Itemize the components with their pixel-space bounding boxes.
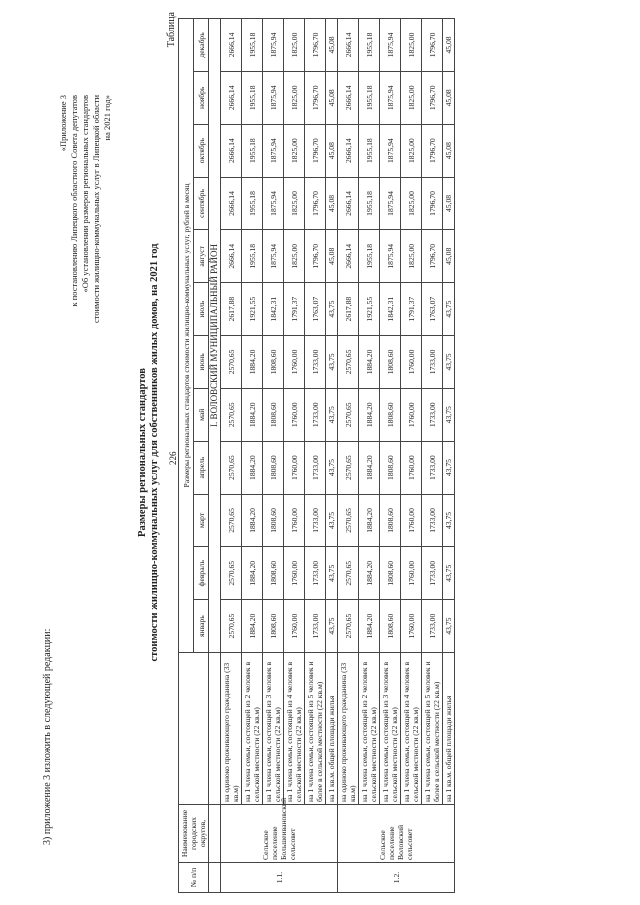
value-cell: 1825,00	[284, 177, 305, 230]
value-cell: 2570,65	[338, 600, 359, 653]
value-cell: 1808,60	[263, 547, 284, 600]
settlement-name: Сельское поселение Воловский сельсовет	[338, 805, 455, 863]
value-cell: 1884,20	[242, 441, 263, 494]
value-cell: 1733,00	[422, 494, 443, 547]
value-cell: 1733,00	[422, 441, 443, 494]
month-header: сентябрь	[194, 177, 209, 230]
annex-line: «Приложение 3	[58, 95, 68, 152]
value-cell: 1791,37	[284, 283, 305, 336]
value-cell: 1955,18	[359, 177, 380, 230]
value-cell: 43,75	[326, 547, 338, 600]
category-cell: на 1 члена семьи, состоящей из 2 человек в сельской местности (22 кв.м)	[242, 653, 263, 805]
value-cell: 2570,65	[338, 441, 359, 494]
value-cell: 1760,00	[401, 336, 422, 389]
value-cell: 2666,14	[338, 177, 359, 230]
value-cell: 2666,14	[221, 71, 242, 124]
value-cell: 1875,94	[263, 177, 284, 230]
value-cell: 1884,20	[242, 336, 263, 389]
category-cell: на одиноко проживающего гражданина (33 кв.м)	[221, 653, 242, 805]
annex-line: на 2021 год»	[102, 95, 112, 141]
value-cell: 1884,20	[359, 600, 380, 653]
table-row	[263, 19, 284, 893]
value-cell: 2617,88	[221, 283, 242, 336]
value-cell: 1884,20	[359, 494, 380, 547]
header-category	[179, 653, 209, 805]
annex-line: стоимости жилищно-коммунальных услуг в Липецкой области	[91, 95, 101, 323]
value-cell: 1796,70	[305, 71, 326, 124]
value-cell: 1733,00	[422, 547, 443, 600]
value-cell: 1733,00	[305, 388, 326, 441]
value-cell: 1875,94	[380, 124, 401, 177]
category-cell: на 1 члена семьи, состоящей из 3 человек в сельской местности (22 кв.м)	[263, 653, 284, 805]
value-cell: 1808,60	[263, 494, 284, 547]
value-cell: 1763,07	[305, 283, 326, 336]
value-cell: 2570,65	[338, 388, 359, 441]
value-cell: 2617,88	[338, 283, 359, 336]
value-cell: 1955,18	[242, 19, 263, 72]
value-cell: 1884,20	[242, 494, 263, 547]
value-cell: 1955,18	[359, 124, 380, 177]
month-header: июль	[194, 283, 209, 336]
value-cell: 1884,20	[359, 441, 380, 494]
value-cell: 45,08	[443, 124, 455, 177]
value-cell: 1796,70	[422, 177, 443, 230]
value-cell: 1875,94	[380, 230, 401, 283]
value-cell: 45,08	[443, 71, 455, 124]
category-cell: на 1 кв.м. общей площади жилья	[443, 653, 455, 805]
table-body	[209, 19, 455, 893]
value-cell: 43,75	[326, 388, 338, 441]
value-cell: 1825,00	[401, 71, 422, 124]
document-title: Размеры региональных стандартов	[137, 368, 148, 537]
value-cell: 1808,60	[380, 388, 401, 441]
value-cell: 45,08	[326, 230, 338, 283]
value-cell: 1733,00	[422, 336, 443, 389]
value-cell: 1884,20	[359, 388, 380, 441]
value-cell: 45,08	[326, 177, 338, 230]
value-cell: 43,75	[443, 441, 455, 494]
value-cell: 43,75	[326, 600, 338, 653]
value-cell: 1955,18	[242, 230, 263, 283]
value-cell: 1796,70	[305, 124, 326, 177]
page-number: 226	[168, 451, 178, 465]
month-header: август	[194, 230, 209, 283]
value-cell: 1884,20	[242, 547, 263, 600]
category-cell: на 1 члена семьи, состоящей из 5 человек и более в сельской местности (22 кв.м)	[305, 653, 326, 805]
row-number: 1.1.	[221, 863, 338, 893]
value-cell: 1760,00	[284, 547, 305, 600]
value-cell: 1808,60	[380, 441, 401, 494]
value-cell: 1825,00	[284, 230, 305, 283]
value-cell: 2666,14	[338, 124, 359, 177]
value-cell: 1760,00	[284, 494, 305, 547]
value-cell: 2570,65	[338, 336, 359, 389]
value-cell: 2570,65	[338, 494, 359, 547]
value-cell: 1808,60	[263, 600, 284, 653]
category-cell: на 1 члена семьи, состоящей из 4 человек в сельской местности (22 кв.м)	[401, 653, 422, 805]
value-cell: 1808,60	[380, 547, 401, 600]
month-header: ноябрь	[194, 71, 209, 124]
value-cell: 1796,70	[305, 230, 326, 283]
value-cell: 1733,00	[422, 600, 443, 653]
value-cell: 2666,14	[338, 230, 359, 283]
value-cell: 1808,60	[380, 336, 401, 389]
value-cell: 2570,65	[338, 547, 359, 600]
value-cell: 1955,18	[242, 124, 263, 177]
value-cell: 1760,00	[284, 600, 305, 653]
value-cell: 43,75	[326, 441, 338, 494]
document-subtitle: стоимости жилищно-коммунальных услуг для собственников жилых домов, на 2021 год	[149, 243, 160, 662]
header-num: № п/п	[179, 863, 209, 893]
section-title: I. ВОЛОВСКИЙ МУНИЦИПАЛЬНЫЙ РАЙОН	[209, 19, 221, 653]
settlement-name: Сельское поселение Большеивановский сельсовет	[221, 805, 338, 863]
value-cell: 1760,00	[284, 441, 305, 494]
value-cell: 1825,00	[401, 177, 422, 230]
value-cell: 1808,60	[263, 441, 284, 494]
value-cell: 2666,14	[338, 71, 359, 124]
value-cell: 2666,14	[221, 124, 242, 177]
category-cell: на 1 члена семьи, состоящей из 4 человек в сельской местности (22 кв.м)	[284, 653, 305, 805]
value-cell: 43,75	[443, 336, 455, 389]
value-cell: 1760,00	[401, 494, 422, 547]
value-cell: 43,75	[443, 547, 455, 600]
value-cell: 1796,70	[422, 19, 443, 72]
value-cell: 1875,94	[263, 71, 284, 124]
row-number: 1.2.	[338, 863, 455, 893]
value-cell: 1733,00	[305, 336, 326, 389]
value-cell: 1825,00	[284, 124, 305, 177]
value-cell: 2666,14	[221, 230, 242, 283]
value-cell: 2570,65	[221, 547, 242, 600]
value-cell: 1791,37	[401, 283, 422, 336]
table-row	[221, 19, 242, 893]
value-cell: 1842,31	[263, 283, 284, 336]
value-cell: 1825,00	[401, 124, 422, 177]
value-cell: 2666,14	[221, 19, 242, 72]
value-cell: 2570,65	[221, 494, 242, 547]
value-cell: 45,08	[443, 19, 455, 72]
table-row	[242, 19, 263, 893]
month-header: декабрь	[194, 19, 209, 72]
value-cell: 1955,18	[359, 230, 380, 283]
month-header: июнь	[194, 336, 209, 389]
value-cell: 43,75	[326, 336, 338, 389]
value-cell: 1760,00	[401, 388, 422, 441]
value-cell: 43,75	[326, 283, 338, 336]
value-cell: 1760,00	[284, 336, 305, 389]
value-cell: 1875,94	[263, 230, 284, 283]
month-header: апрель	[194, 441, 209, 494]
value-cell: 2570,65	[221, 441, 242, 494]
value-cell: 1760,00	[401, 600, 422, 653]
value-cell: 1733,00	[305, 547, 326, 600]
value-cell: 1825,00	[284, 71, 305, 124]
value-cell: 1955,18	[242, 71, 263, 124]
month-header: март	[194, 494, 209, 547]
value-cell: 2666,14	[338, 19, 359, 72]
category-cell: на 1 члена семьи, состоящей из 3 человек в сельской местности (22 кв.м)	[380, 653, 401, 805]
value-cell: 1884,20	[242, 600, 263, 653]
value-cell: 1921,55	[242, 283, 263, 336]
annex-header	[58, 95, 113, 323]
annex-line: к постановлению Липецкого областного Совета депутатов	[69, 95, 79, 307]
value-cell: 43,75	[443, 283, 455, 336]
value-cell: 1875,94	[263, 124, 284, 177]
value-cell: 1875,94	[380, 71, 401, 124]
intro-text: 3) приложение 3 изложить в следующей редакции:	[42, 628, 53, 845]
value-cell: 1808,60	[380, 600, 401, 653]
value-cell: 1955,18	[359, 19, 380, 72]
value-cell: 43,75	[443, 600, 455, 653]
value-cell: 43,75	[443, 494, 455, 547]
table-row	[422, 19, 443, 893]
value-cell: 1733,00	[305, 494, 326, 547]
table-row	[305, 19, 326, 893]
value-cell: 1763,07	[422, 283, 443, 336]
month-header: октябрь	[194, 124, 209, 177]
value-cell: 2570,65	[221, 600, 242, 653]
value-cell: 43,75	[443, 388, 455, 441]
header-name: Наименование городских округов,	[179, 805, 209, 863]
category-cell: на 1 кв.м. общей площади жилья	[326, 653, 338, 805]
table-row	[326, 19, 338, 893]
tariff-table	[178, 18, 455, 893]
section-row	[209, 19, 221, 893]
category-cell: на 1 члена семьи, состоящей из 2 человек в сельской местности (22 кв.м)	[359, 653, 380, 805]
table-row	[359, 19, 380, 893]
value-cell: 1884,20	[359, 547, 380, 600]
month-header: январь	[194, 600, 209, 653]
table-row	[284, 19, 305, 893]
value-cell: 43,75	[326, 494, 338, 547]
table-row	[443, 19, 455, 893]
value-cell: 1825,00	[401, 19, 422, 72]
month-header: февраль	[194, 547, 209, 600]
value-cell: 45,08	[326, 19, 338, 72]
table-row	[380, 19, 401, 893]
value-cell: 1808,60	[263, 336, 284, 389]
value-cell: 1875,94	[263, 19, 284, 72]
value-cell: 1760,00	[401, 547, 422, 600]
value-cell: 2570,65	[221, 388, 242, 441]
value-cell: 1733,00	[305, 441, 326, 494]
value-cell: 1875,94	[380, 19, 401, 72]
value-cell: 2570,65	[221, 336, 242, 389]
value-cell: 1921,55	[359, 283, 380, 336]
value-cell: 1760,00	[284, 388, 305, 441]
header-group: Размеры региональных стандартов стоимости жилищно-коммунальных услуг, рублей в месяц	[179, 19, 194, 653]
annex-line: «Об установлении размеров региональных стандартов	[80, 95, 90, 293]
value-cell: 45,08	[443, 230, 455, 283]
value-cell: 1796,70	[305, 177, 326, 230]
value-cell: 2666,14	[221, 177, 242, 230]
value-cell: 1825,00	[284, 19, 305, 72]
value-cell: 1733,00	[305, 600, 326, 653]
value-cell: 1955,18	[359, 71, 380, 124]
value-cell: 1760,00	[401, 441, 422, 494]
value-cell: 1733,00	[422, 388, 443, 441]
value-cell: 1875,94	[380, 177, 401, 230]
value-cell: 1796,70	[422, 230, 443, 283]
value-cell: 1955,18	[242, 177, 263, 230]
table-row	[401, 19, 422, 893]
category-cell: на 1 члена семьи, состоящей из 5 человек и более в сельской местности (22 кв.м)	[422, 653, 443, 805]
table-label: Таблица	[166, 12, 177, 48]
value-cell: 1796,70	[305, 19, 326, 72]
value-cell: 1796,70	[422, 71, 443, 124]
category-cell: на одиноко проживающего гражданина (33 кв.м)	[338, 653, 359, 805]
value-cell: 1808,60	[380, 494, 401, 547]
value-cell: 45,08	[443, 177, 455, 230]
value-cell: 1842,31	[380, 283, 401, 336]
value-cell: 1884,20	[242, 388, 263, 441]
value-cell: 1825,00	[401, 230, 422, 283]
value-cell: 45,08	[326, 71, 338, 124]
value-cell: 1884,20	[359, 336, 380, 389]
value-cell: 1808,60	[263, 388, 284, 441]
table-row	[338, 19, 359, 893]
value-cell: 45,08	[326, 124, 338, 177]
month-header: май	[194, 388, 209, 441]
value-cell: 1796,70	[422, 124, 443, 177]
